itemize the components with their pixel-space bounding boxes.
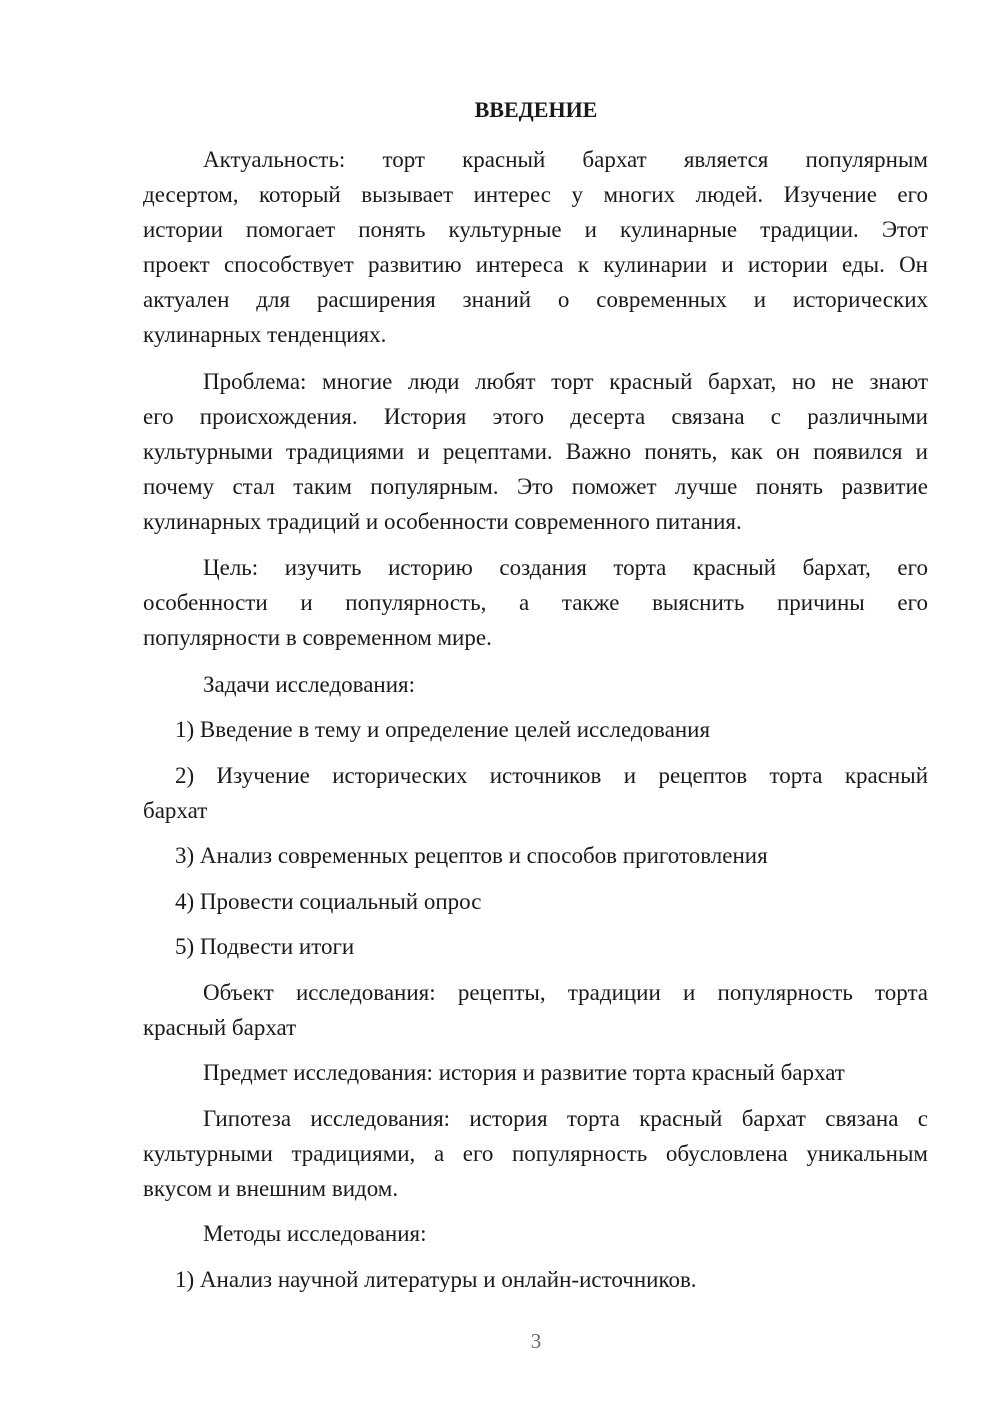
subject-paragraph: Предмет исследования: история и развитие торта красный бархат [203,1060,845,1085]
paragraph-line: 2) Изучение исторических источников и рецептов торта красный [175,763,928,788]
paragraph-line: кулинарных традиций и особенности современного питания. [143,509,742,534]
paragraph-line: культурными традициями, а его популярность обусловлена уникальным [143,1141,928,1166]
paragraph-line: его происхождения. История этого десерта связана с различными [143,404,928,429]
paragraph-line: десертом, который вызывает интерес у многих людей. Изучение его [143,182,928,207]
paragraph-line: Гипотеза исследования: история торта красный бархат связана с [203,1106,928,1131]
problem-paragraph [143,364,928,539]
section-title: ВВЕДЕНИЕ [474,97,598,122]
paragraph-line: Объект исследования: рецепты, традиции и популярность торта [203,980,928,1005]
paragraph-line: Актуальность: торт красный бархат является популярным [203,147,928,172]
relevance-paragraph [143,142,928,352]
paragraph-line: Цель: изучить историю создания торта красный бархат, его [203,555,928,580]
paragraph-line: кулинарных тенденциях. [143,322,387,347]
paragraph-line: Проблема: многие люди любят торт красный бархат, но не знают [203,369,928,394]
method-item: 1) Анализ научной литературы и онлайн-источников. [175,1267,697,1292]
paragraph-line: истории помогает понять культурные и кулинарные традиции. Этот [143,217,928,242]
task-item: 5) Подвести итоги [175,934,355,959]
tasks-heading: Задачи исследования: [203,672,416,697]
paragraph-line: популярности в современном мире. [143,625,492,650]
task-item: 4) Провести социальный опрос [175,889,482,914]
object-paragraph [143,975,928,1045]
paragraph-line: почему стал таким популярным. Это поможет лучше понять развитие [143,474,928,499]
paragraph-line: вкусом и внешним видом. [143,1176,399,1201]
page-number: 3 [530,1329,542,1353]
paragraph-line: бархат [143,798,208,823]
paragraph-line: культурными традициями и рецептами. Важно понять, как он появился и [143,439,928,464]
task-item: 3) Анализ современных рецептов и способов приготовления [175,843,768,868]
hypothesis-paragraph [143,1101,928,1206]
paragraph-line: особенности и популярность, а также выяснить причины его [143,590,928,615]
paragraph-line: проект способствует развитию интереса к кулинарии и истории еды. Он [143,252,928,277]
task-item [143,758,928,828]
paragraph-line: актуален для расширения знаний о современных и исторических [143,287,928,312]
task-item: 1) Введение в тему и определение целей исследования [175,717,711,742]
methods-heading: Методы исследования: [203,1221,427,1246]
goal-paragraph [143,550,928,655]
paragraph-line: красный бархат [143,1015,297,1040]
